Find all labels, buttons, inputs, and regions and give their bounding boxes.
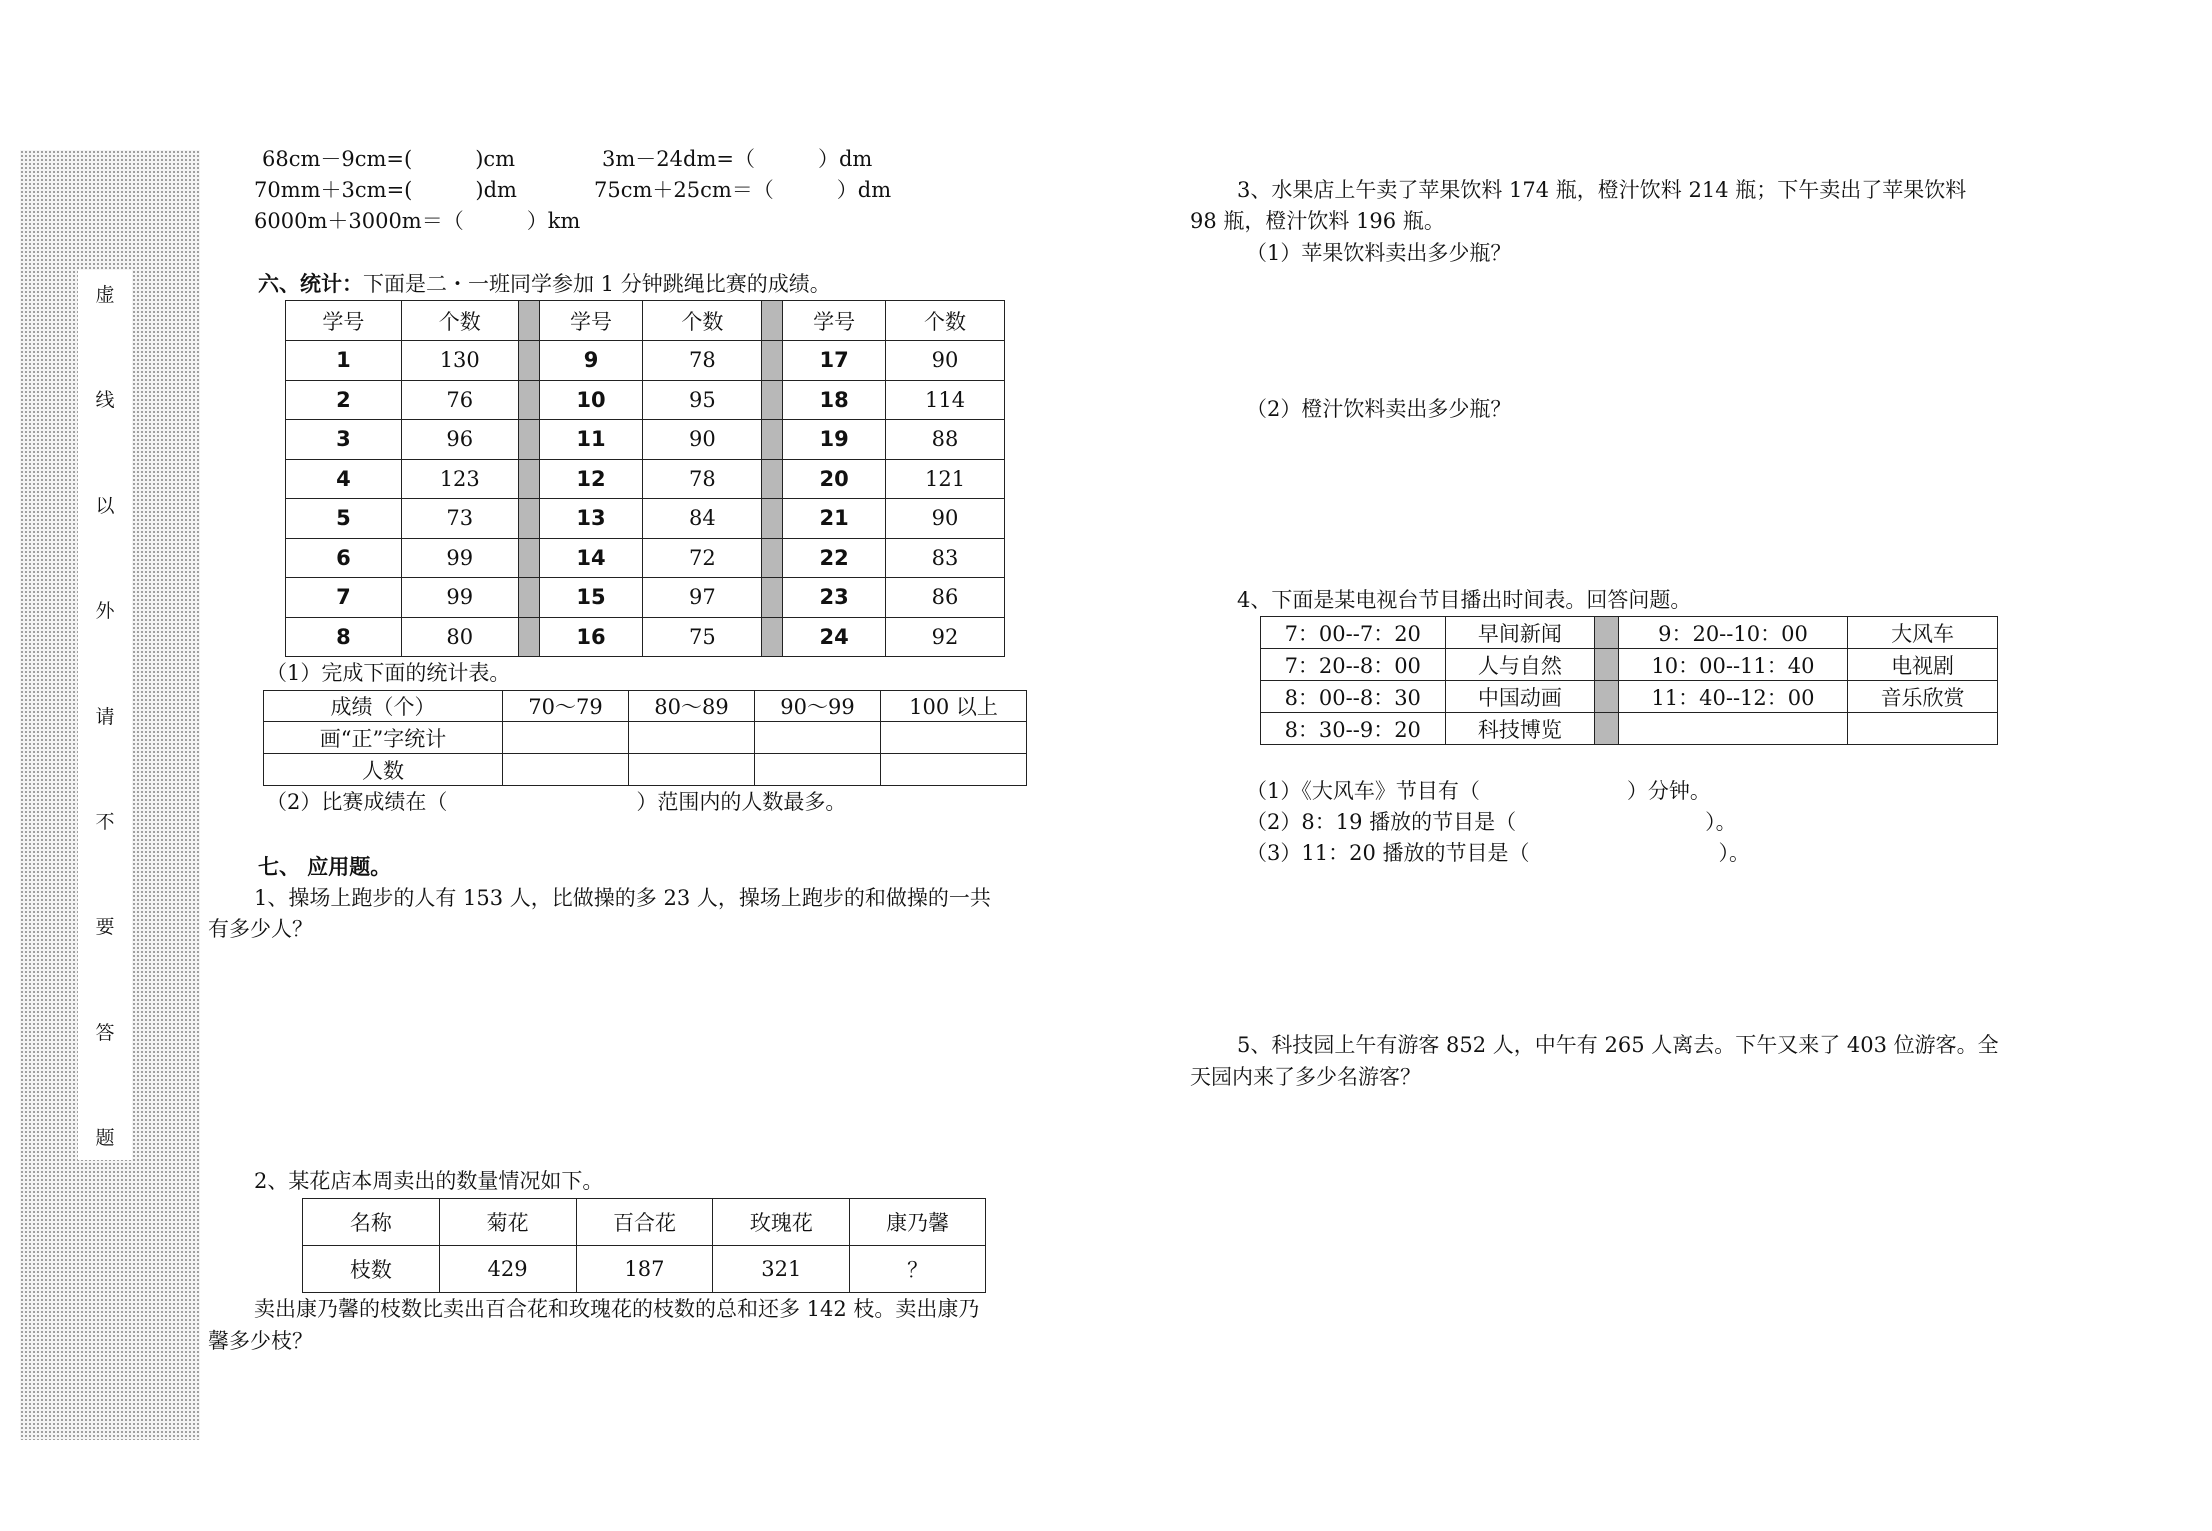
- table-row: [286, 578, 1005, 618]
- table-row: [286, 499, 1005, 539]
- conversion-item: 68cm－9cm=( )cm: [262, 147, 516, 171]
- table-header-row: [286, 301, 1005, 341]
- table-row: [264, 754, 1027, 786]
- student-id: 20: [783, 459, 886, 499]
- count-cell: 73: [401, 499, 518, 539]
- count-cell: 99: [401, 578, 518, 618]
- header-cell: 百合花: [576, 1199, 713, 1246]
- time-cell: 8：00--8：30: [1261, 681, 1446, 713]
- value-cell: ？: [850, 1246, 986, 1293]
- student-id: 4: [286, 459, 402, 499]
- count-cell: 88: [886, 420, 1005, 460]
- header-cell: 成绩（个）: [264, 691, 503, 722]
- count-cell: 114: [886, 380, 1005, 420]
- count-cell: 97: [643, 578, 762, 618]
- problem-3-text: 3、水果店上午卖了苹果饮料 174 瓶，橙汁饮料 214 瓶；下午卖出了苹果饮料: [1237, 178, 1967, 202]
- count-cell: 80: [401, 617, 518, 657]
- section-6-desc: 下面是二・一班同学参加 1 分钟跳绳比赛的成绩。: [363, 272, 831, 296]
- table-gap: [518, 380, 539, 420]
- section-6-heading: [258, 270, 831, 298]
- count-cell: 90: [886, 341, 1005, 381]
- margin-char: 不: [95, 810, 115, 833]
- table-gap: [1595, 649, 1618, 681]
- table-row: [286, 617, 1005, 657]
- student-id: 6: [286, 538, 402, 578]
- time-cell: [1618, 713, 1847, 745]
- problem-2-intro: 2、某花店本周卖出的数量情况如下。: [254, 1169, 604, 1193]
- header-cell: 80～89: [629, 691, 755, 722]
- header-cell: 菊花: [439, 1199, 576, 1246]
- student-id: 1: [286, 341, 402, 381]
- table-gap: [762, 459, 783, 499]
- margin-char: 答: [95, 1021, 115, 1044]
- program-cell: 电视剧: [1848, 649, 1998, 681]
- count-cell: 90: [643, 420, 762, 460]
- problem-4-intro: 4、下面是某电视台节目播出时间表。回答问题。: [1237, 588, 1692, 612]
- header-cell: 学号: [539, 301, 643, 341]
- blank-answer-cell[interactable]: [503, 722, 629, 754]
- table-gap: [518, 341, 539, 381]
- student-id: 7: [286, 578, 402, 618]
- program-cell: 中国动画: [1445, 681, 1595, 713]
- table-gap: [1595, 681, 1618, 713]
- count-cell: 123: [401, 459, 518, 499]
- table-row: [286, 380, 1005, 420]
- row-label: 人数: [264, 754, 503, 786]
- conversion-item: 70mm＋3cm=( )dm: [254, 178, 517, 202]
- table-header-row: [264, 691, 1027, 722]
- program-cell: 科技博览: [1445, 713, 1595, 745]
- time-cell: 7：20--8：00: [1261, 649, 1446, 681]
- student-id: 9: [539, 341, 643, 381]
- table-gap: [762, 617, 783, 657]
- problem-3-q2: （2）橙汁饮料卖出多少瓶？: [1246, 397, 1512, 421]
- table-gap: [518, 459, 539, 499]
- table-row: [286, 341, 1005, 381]
- margin-char: 外: [95, 600, 115, 623]
- problem-4-q1: （1）《大风车》节目有（ ）分钟。: [1246, 779, 1711, 803]
- conversion-item: 6000m＋3000m＝（ ）km: [254, 209, 581, 233]
- count-cell: 86: [886, 578, 1005, 618]
- blank-answer-cell[interactable]: [881, 754, 1027, 786]
- table-gap: [762, 420, 783, 460]
- problem-2-text: 馨多少枝？: [208, 1329, 313, 1353]
- flower-sales-table: [302, 1198, 986, 1293]
- table-row: [1261, 649, 1998, 681]
- problem-4-q2: （2）8：19 播放的节目是（ ）。: [1246, 810, 1737, 834]
- problem-3-q1: （1）苹果饮料卖出多少瓶？: [1246, 241, 1512, 265]
- row-label: 画“正”字统计: [264, 722, 503, 754]
- table-gap: [518, 301, 539, 341]
- header-cell: 90～99: [755, 691, 881, 722]
- tv-schedule-table: [1260, 616, 1998, 745]
- table-row: [286, 459, 1005, 499]
- student-id: 19: [783, 420, 886, 460]
- student-id: 24: [783, 617, 886, 657]
- margin-char: 要: [95, 916, 115, 939]
- margin-char: 虚: [95, 284, 115, 306]
- table-row: [286, 420, 1005, 460]
- problem-1-text: 1、操场上跑步的人有 153 人，比做操的多 23 人，操场上跑步的和做操的一共: [254, 886, 991, 910]
- student-id: 13: [539, 499, 643, 539]
- time-cell: 10：00--11：40: [1618, 649, 1847, 681]
- count-cell: 121: [886, 459, 1005, 499]
- problem-2-text: 卖出康乃馨的枝数比卖出百合花和玫瑰花的枝数的总和还多 142 枝。卖出康乃: [254, 1297, 980, 1321]
- table-row: [1261, 681, 1998, 713]
- table-gap: [762, 380, 783, 420]
- student-id: 2: [286, 380, 402, 420]
- header-cell: 个数: [401, 301, 518, 341]
- table-gap: [762, 499, 783, 539]
- problem-1-text: 有多少人？: [208, 917, 313, 941]
- count-cell: 130: [401, 341, 518, 381]
- header-cell: 70～79: [503, 691, 629, 722]
- student-id: 11: [539, 420, 643, 460]
- student-id: 10: [539, 380, 643, 420]
- table-header-row: [303, 1199, 986, 1246]
- count-cell: 99: [401, 538, 518, 578]
- student-id: 12: [539, 459, 643, 499]
- table-gap: [762, 538, 783, 578]
- header-cell: 学号: [783, 301, 886, 341]
- table-gap: [762, 578, 783, 618]
- student-id: 22: [783, 538, 886, 578]
- margin-char: 请: [95, 705, 115, 728]
- blank-answer-cell[interactable]: [755, 754, 881, 786]
- program-cell: 早间新闻: [1445, 617, 1595, 649]
- blank-answer-cell[interactable]: [629, 722, 755, 754]
- table-row: [286, 538, 1005, 578]
- margin-char: 题: [95, 1127, 115, 1149]
- time-cell: 11：40--12：00: [1618, 681, 1847, 713]
- count-cell: 84: [643, 499, 762, 539]
- blank-answer-cell[interactable]: [881, 722, 1027, 754]
- count-cell: 72: [643, 538, 762, 578]
- blank-answer-cell[interactable]: [503, 754, 629, 786]
- count-cell: 78: [643, 459, 762, 499]
- margin-notice: [78, 270, 132, 1160]
- count-cell: 83: [886, 538, 1005, 578]
- section-6-q2: （2）比赛成绩在（ ）范围内的人数最多。: [266, 790, 847, 814]
- student-id: 3: [286, 420, 402, 460]
- header-cell: 个数: [886, 301, 1005, 341]
- conversion-item: 3m－24dm=（ ）dm: [602, 147, 873, 171]
- jump-rope-table: [285, 300, 1005, 657]
- header-cell: 名称: [303, 1199, 440, 1246]
- program-cell: 人与自然: [1445, 649, 1595, 681]
- value-cell: 187: [576, 1246, 713, 1293]
- count-cell: 92: [886, 617, 1005, 657]
- program-cell: [1848, 713, 1998, 745]
- header-cell: 玫瑰花: [713, 1199, 850, 1246]
- student-id: 15: [539, 578, 643, 618]
- problem-4-q3: （3）11：20 播放的节目是（ ）。: [1246, 841, 1750, 865]
- time-cell: 9：20--10：00: [1618, 617, 1847, 649]
- student-id: 21: [783, 499, 886, 539]
- header-cell: 100 以上: [881, 691, 1027, 722]
- table-gap: [518, 538, 539, 578]
- count-cell: 76: [401, 380, 518, 420]
- blank-answer-cell[interactable]: [629, 754, 755, 786]
- count-cell: 78: [643, 341, 762, 381]
- table-row: [264, 722, 1027, 754]
- student-id: 16: [539, 617, 643, 657]
- table-gap: [518, 420, 539, 460]
- value-cell: 321: [713, 1246, 850, 1293]
- table-gap: [518, 578, 539, 618]
- student-id: 5: [286, 499, 402, 539]
- student-id: 14: [539, 538, 643, 578]
- problem-3-text: 98 瓶，橙汁饮料 196 瓶。: [1190, 209, 1445, 233]
- program-cell: 大风车: [1848, 617, 1998, 649]
- count-cell: 75: [643, 617, 762, 657]
- table-gap: [518, 617, 539, 657]
- section-7-title: 七、 应用题。: [258, 854, 392, 879]
- margin-char: 线: [95, 389, 115, 412]
- count-cell: 96: [401, 420, 518, 460]
- student-id: 18: [783, 380, 886, 420]
- header-cell: 康乃馨: [850, 1199, 986, 1246]
- table-row: [1261, 713, 1998, 745]
- student-id: 8: [286, 617, 402, 657]
- conversion-item: 75cm＋25cm＝（ ）dm: [594, 178, 892, 202]
- program-cell: 音乐欣赏: [1848, 681, 1998, 713]
- table-gap: [518, 499, 539, 539]
- margin-char: 以: [95, 494, 115, 517]
- count-cell: 95: [643, 380, 762, 420]
- student-id: 17: [783, 341, 886, 381]
- count-cell: 90: [886, 499, 1005, 539]
- problem-5-text: 天园内来了多少名游客？: [1190, 1065, 1421, 1089]
- student-id: 23: [783, 578, 886, 618]
- time-cell: 8：30--9：20: [1261, 713, 1446, 745]
- value-cell: 429: [439, 1246, 576, 1293]
- table-gap: [762, 301, 783, 341]
- section-6-title: 六、统计：: [258, 271, 363, 296]
- header-cell: 个数: [643, 301, 762, 341]
- table-row: [303, 1246, 986, 1293]
- table-gap: [1595, 713, 1618, 745]
- table-gap: [1595, 617, 1618, 649]
- header-cell: 学号: [286, 301, 402, 341]
- section-6-q1: （1）完成下面的统计表。: [266, 661, 511, 685]
- table-row: [1261, 617, 1998, 649]
- table-gap: [762, 341, 783, 381]
- blank-answer-cell[interactable]: [755, 722, 881, 754]
- time-cell: 7：00--7：20: [1261, 617, 1446, 649]
- stats-table: [263, 690, 1027, 786]
- problem-5-text: 5、科技园上午有游客 852 人，中午有 265 人离去。下午又来了 403 位游客。全: [1237, 1033, 1999, 1057]
- row-label: 枝数: [303, 1246, 440, 1293]
